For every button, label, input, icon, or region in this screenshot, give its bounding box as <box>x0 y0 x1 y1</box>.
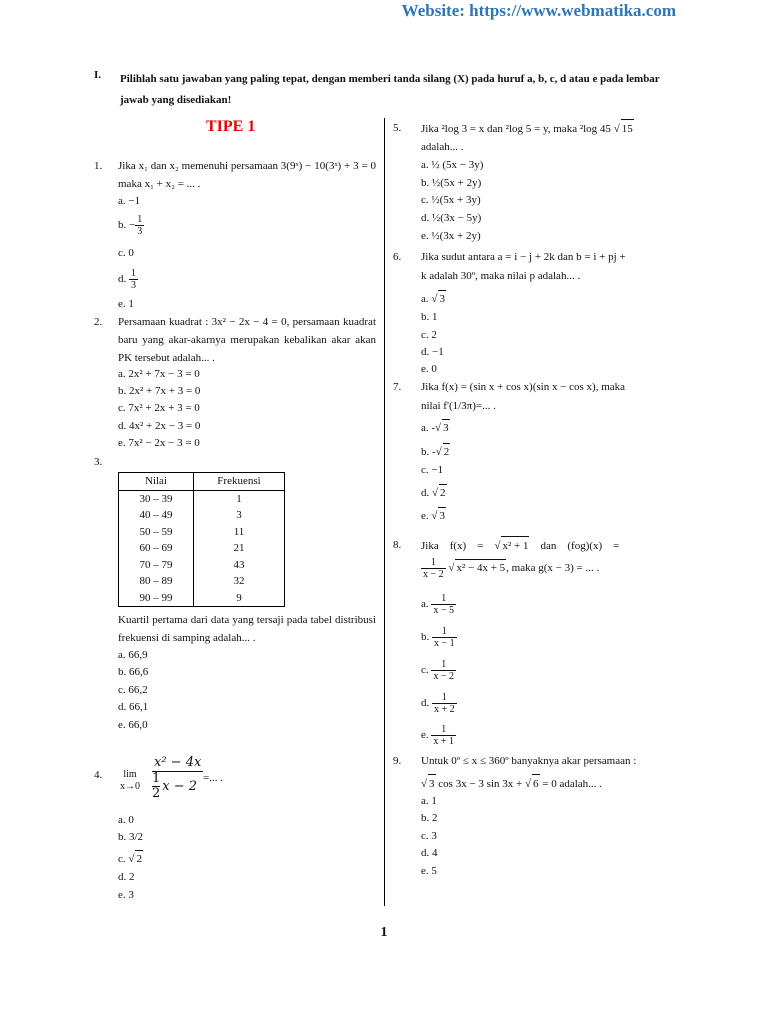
page-number: 1 <box>380 925 388 940</box>
q4-den-frac <box>152 772 160 801</box>
table-cell: 32 <box>194 573 285 590</box>
q7-option-e: e. √ 3 <box>421 507 446 526</box>
q7-line1: Jika f(x) = (sin x + cos x)(sin x − cos x), maka <box>421 381 626 393</box>
q6-option-b: b. 1 <box>421 311 438 323</box>
q3-option-d: d. 66,1 <box>118 701 149 713</box>
q8-c-num: 1 <box>431 659 456 671</box>
table-row <box>119 507 285 524</box>
q9-option-a: a. 1 <box>421 795 437 807</box>
table-cell: 90 – 99 <box>119 590 194 607</box>
q2-text: Persamaan kuadrat : 3x² − 2x − 4 = 0, persamaan kuadrat baru yang akar-akarnya merupakan kebalikan akar akan PK tersebut adalah... . <box>118 316 376 364</box>
q9-option-d: d. 4 <box>421 847 438 859</box>
table-row <box>119 540 285 557</box>
q6-option-a: a. √ 3 <box>421 290 446 309</box>
q8-line2-tail: , maka g(x − 3) = ... . <box>506 562 600 575</box>
q8-option-c <box>421 659 456 682</box>
table-cell: 1 <box>194 490 285 507</box>
q6-option-a-sqrt: 3 <box>438 290 446 309</box>
q8-c-den: x − 2 <box>433 671 455 682</box>
q8-e-num: 1 <box>431 724 456 736</box>
q4-denominator <box>152 772 203 801</box>
q4-numerator: x² − 4x <box>154 755 202 770</box>
q4-limit <box>120 769 140 793</box>
q1-option-a: a. −1 <box>118 195 141 207</box>
q1-option-b <box>118 214 144 237</box>
website-url[interactable]: Website: https://www.webmatika.com <box>401 1 676 20</box>
q4-den-expr: x − 2 <box>162 779 198 794</box>
q8-line1-b: dan (fog)(x) = <box>540 540 620 552</box>
q3-text: Kuartil pertama dari data yang tersaji pada tabel distribusi frekuensi di samping adalah... . <box>118 614 376 644</box>
q7-option-d-sqrt: 2 <box>439 484 447 503</box>
q4-number: 4. <box>94 769 103 781</box>
table-header-frekuensi: Frekuensi <box>194 473 285 491</box>
q2-number: 2. <box>94 316 103 328</box>
q6-option-a-label: a. <box>421 293 429 305</box>
q9-sqrt-a: 3 <box>428 774 436 793</box>
q4-lim-sub: x→0 <box>120 781 140 792</box>
q7-option-e-sqrt: 3 <box>438 507 446 526</box>
q7-option-a-sqrt: 3 <box>442 419 450 438</box>
q2-option-d: d. 4x² + 2x − 3 = 0 <box>118 420 201 432</box>
q3-option-b: b. 66,6 <box>118 666 149 678</box>
q4-den-frac-num: 1 <box>152 771 161 786</box>
q3-frequency-table <box>118 472 285 607</box>
q4-option-c: c. √ 2 <box>118 850 143 869</box>
q4-tail: =... . <box>203 772 223 784</box>
q5-option-d: d. ½(3x − 5y) <box>421 212 482 224</box>
table-cell: 9 <box>194 590 285 607</box>
table-cell: 43 <box>194 557 285 574</box>
q1-option-d-label: d. <box>118 273 127 286</box>
q3-option-c: c. 66,2 <box>118 684 148 696</box>
q1-d-num: 1 <box>131 268 136 279</box>
q7-option-a-label: a. - <box>421 422 436 434</box>
q1-b-num: 1 <box>137 214 143 225</box>
q1-option-e: e. 1 <box>118 298 134 310</box>
q8-line2: $\frac{1}{x - 2}$ √ x² − 4x + 5, maka g(x − 3) = ... . <box>423 557 600 580</box>
table-cell: 3 <box>194 507 285 524</box>
q4-option-b: b. 3/2 <box>118 831 144 843</box>
table-cell: 50 – 59 <box>119 524 194 541</box>
table-row <box>119 590 285 607</box>
q4-option-d: d. 2 <box>118 871 135 883</box>
q7-number: 7. <box>393 381 402 393</box>
q8-option-c-fraction <box>431 659 456 682</box>
q1-option-b-fraction <box>135 214 144 237</box>
q6-number: 6. <box>393 251 402 263</box>
q1-option-b-sign: − <box>129 219 136 232</box>
q6-option-e: e. 0 <box>421 363 437 375</box>
table-cell: 30 – 39 <box>119 490 194 507</box>
table-header-nilai: Nilai <box>119 473 194 491</box>
table-cell: 80 – 89 <box>119 573 194 590</box>
q5-line1: Jika ²log 3 = x dan ²log 5 = y, maka ²log 45 √ 15 <box>421 119 691 138</box>
q8-b-num: 1 <box>432 626 457 638</box>
q8-line2-fraction <box>421 557 446 580</box>
table-row <box>119 490 285 507</box>
q4-lim-word: lim <box>123 769 137 780</box>
q8-line1: Jika f(x) = √ x² + 1 dan (fog)(x) = <box>421 536 679 555</box>
column-divider <box>384 118 385 906</box>
section-instruction: Pilihlah satu jawaban yang paling tepat, dengan memberi tanda silang (X) pada huruf a, b, c, d atau e pada lembar jawab yang disediakan! <box>120 73 660 106</box>
q5-option-b: b. ½(5x + 2y) <box>421 177 482 189</box>
q3-option-a: a. 66,9 <box>118 649 148 661</box>
q1-b-den: 3 <box>137 226 143 237</box>
q9-number: 9. <box>393 755 402 767</box>
q8-option-a <box>421 593 456 616</box>
q4-option-c-sqrt: 2 <box>135 850 143 869</box>
q2-option-c: c. 7x² + 2x + 3 = 0 <box>118 402 200 414</box>
q7-option-e-label: e. <box>421 510 429 522</box>
table-cell: 11 <box>194 524 285 541</box>
q8-option-e <box>421 724 456 747</box>
q7-option-d: d. √ 2 <box>421 484 447 503</box>
q5-number: 5. <box>393 122 402 134</box>
q8-line1-sqrt: x² + 1 <box>501 536 529 555</box>
q7-option-c: c. −1 <box>421 464 444 476</box>
q5-option-e: e. ½(3x + 2y) <box>421 230 481 242</box>
q7-line2: nilai f'(1/3π)=... . <box>421 400 496 412</box>
q4-den-frac-den: 2 <box>152 786 161 801</box>
q4-option-e: e. 3 <box>118 889 134 901</box>
q3-number: 3. <box>94 456 103 468</box>
q8-line1-a: Jika f(x) = <box>421 540 484 552</box>
table-row <box>119 524 285 541</box>
q8-frac-den: x − 2 <box>423 569 444 580</box>
table-header-row <box>119 473 285 491</box>
q8-number: 8. <box>393 539 402 551</box>
q4-fraction <box>152 755 203 801</box>
q4-option-a: a. 0 <box>118 814 134 826</box>
q2-option-a: a. 2x² + 7x − 3 = 0 <box>118 368 200 380</box>
q3-option-e: e. 66,0 <box>118 719 148 731</box>
q8-d-den: x + 2 <box>434 704 455 715</box>
table-cell: 60 – 69 <box>119 540 194 557</box>
q1-text: Jika x₁ dan x₂ memenuhi persamaan 3(9ˣ) − 10(3ˣ) + 3 = 0 maka x₁ + x₂ = ... . <box>118 160 376 190</box>
q1-number: 1. <box>94 160 103 172</box>
table-cell: 40 – 49 <box>119 507 194 524</box>
q6-option-c: c. 2 <box>421 329 437 341</box>
q8-line2-sqrt: x² − 4x + 5 <box>455 559 506 578</box>
tipe-heading: TIPE 1 <box>206 118 256 135</box>
q9-line2: √ 3 cos 3x − 3 sin 3x + √ 6 = 0 adalah... . <box>421 774 689 793</box>
q8-option-d-label: d. <box>421 697 430 710</box>
q8-a-num: 1 <box>431 593 456 605</box>
q7-option-a: a. -√ 3 <box>421 419 450 438</box>
q8-option-a-fraction <box>431 593 456 616</box>
q4-option-c-label: c. <box>118 853 126 865</box>
q7-option-d-label: d. <box>421 487 430 499</box>
q8-option-b-fraction <box>432 626 457 649</box>
q5-text: Jika ²log 3 = x dan ²log 5 = y, maka ²log 45 <box>421 123 611 135</box>
q8-option-d-fraction <box>432 692 457 715</box>
section-number: I. <box>94 69 102 81</box>
q9-line1: Untuk 0º ≤ x ≤ 360º banyaknya akar persamaan : <box>421 755 637 767</box>
q9-mid: cos 3x − 3 sin 3x + <box>438 778 523 790</box>
q5-sqrt: 15 <box>621 119 634 138</box>
q1-option-d-fraction <box>129 268 138 291</box>
q8-frac-num: 1 <box>421 557 446 569</box>
q8-option-c-label: c. <box>421 664 429 677</box>
q8-option-b <box>421 626 457 649</box>
q7-option-b-sqrt: 2 <box>443 443 451 462</box>
q7-option-b-label: b. - <box>421 446 436 458</box>
q1-option-c: c. 0 <box>118 247 134 259</box>
q6-option-d: d. −1 <box>421 346 444 358</box>
q1-d-den: 3 <box>131 280 136 291</box>
q9-option-b: b. 2 <box>421 812 438 824</box>
table-cell: 70 – 79 <box>119 557 194 574</box>
table-row <box>119 573 285 590</box>
q9-sqrt-b: 6 <box>532 774 540 793</box>
q6-line2: k adalah 30º, maka nilai p adalah... . <box>421 270 581 282</box>
q8-b-den: x − 1 <box>434 638 455 649</box>
q2-option-b: b. 2x² + 7x + 3 = 0 <box>118 385 201 397</box>
q9-option-e: e. 5 <box>421 865 437 877</box>
q8-d-num: 1 <box>432 692 457 704</box>
q6-line1: Jika sudut antara a = i − j + 2k dan b = i + pj + <box>421 251 626 263</box>
q1-option-b-label: b. <box>118 219 127 232</box>
q5-line2: adalah... . <box>421 141 464 153</box>
q8-a-den: x − 5 <box>433 605 455 616</box>
q8-option-d <box>421 692 457 715</box>
q8-option-a-label: a. <box>421 598 429 611</box>
q8-option-e-label: e. <box>421 729 429 742</box>
q8-option-e-fraction <box>431 724 456 747</box>
q9-tail: = 0 adalah... . <box>542 778 602 790</box>
q8-e-den: x + 1 <box>433 736 455 747</box>
q7-option-b: b. -√ 2 <box>421 443 450 462</box>
q1-option-d <box>118 268 138 291</box>
q5-option-c: c. ½(5x + 3y) <box>421 194 481 206</box>
q2-option-e: e. 7x² − 2x − 3 = 0 <box>118 437 200 449</box>
q8-option-b-label: b. <box>421 631 430 644</box>
q9-option-c: c. 3 <box>421 830 437 842</box>
q5-option-a: a. ½ (5x − 3y) <box>421 159 484 171</box>
table-row <box>119 557 285 574</box>
table-cell: 21 <box>194 540 285 557</box>
